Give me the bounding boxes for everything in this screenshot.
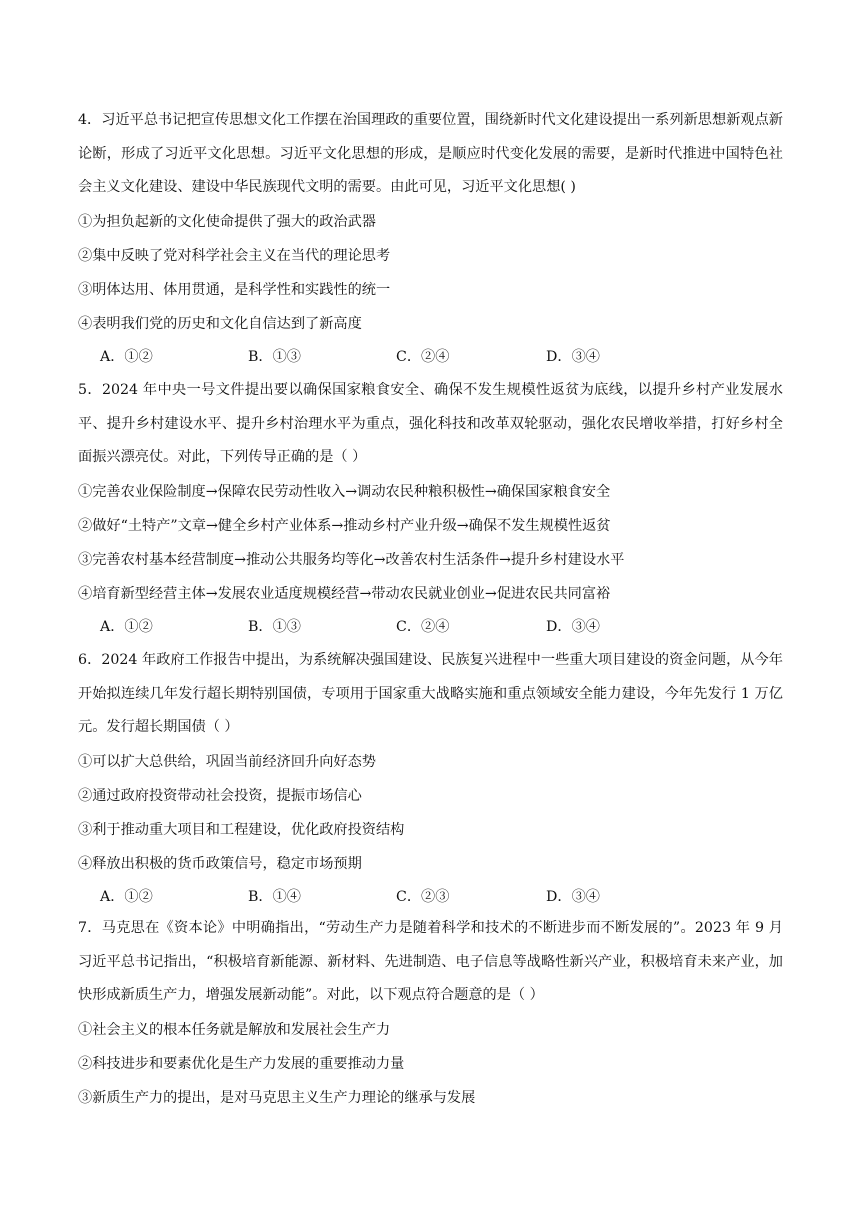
statement-option: ②科技进步和要素优化是生产力发展的重要推动力量	[78, 1055, 405, 1072]
choice-a[interactable]: A．①②	[100, 618, 153, 635]
statement-option: ①社会主义的根本任务就是解放和发展社会生产力	[78, 1021, 391, 1038]
choice-b[interactable]: B．①③	[248, 618, 301, 635]
answer-choices	[100, 881, 783, 914]
statement-option: ③明体达用、体用贯通，是科学性和实践性的统一	[78, 281, 391, 298]
question-stem: 4．习近平总书记把宣传思想文化工作摆在治国理政的重要位置，围绕新时代文化建设提出一系列新思想新观点新论断，形成了习近平文化思想。习近平文化思想的形成，是顺应时代变化发展的需要，是新时代推进中国特色社会主义文化建设、建设中华民族现代文明的需要。由此可见，习近平文化思想( )	[78, 112, 783, 195]
statement-option: ②通过政府投资带动社会投资，提振市场信心	[78, 787, 362, 804]
question-stem: 5．2024 年中央一号文件提出要以确保国家粮食安全、确保不发生规模性返贫为底线，以提升乡村产业发展水平、提升乡村建设水平、提升乡村治理水平为重点，强化科技和改革双轮驱动，强化农民增收举措，打好乡村全面振兴漂亮仗。对此，下列传导正确的是（ ）	[78, 382, 783, 465]
statement-option: ①完善农业保险制度→保障农民劳动性收入→调动农民种粮积极性→确保国家粮食安全	[78, 483, 611, 500]
statement-option: ③新质生产力的提出，是对马克思主义生产力理论的继承与发展	[78, 1089, 476, 1106]
answer-choices	[100, 341, 783, 374]
choice-a[interactable]: A．①②	[100, 348, 153, 365]
choice-d[interactable]: D．③④	[546, 618, 600, 635]
statement-option: ②集中反映了党对科学社会主义在当代的理论思考	[78, 247, 391, 264]
question-stem: 6．2024 年政府工作报告中提出，为系统解决强国建设、民族复兴进程中一些重大项目建设的资金问题，从今年开始拟连续几年发行超长期特别国债，专项用于国家重大战略实施和重点领域安全能力建设，今年先发行 1 万亿元。发行超长期国债（ ）	[78, 652, 783, 735]
statement-option: ②做好“土特产”文章→健全乡村产业体系→推动乡村产业升级→确保不发生规模性返贫	[78, 517, 611, 534]
question-6	[78, 644, 783, 914]
question-7	[78, 912, 783, 1115]
choice-c[interactable]: C．②③	[396, 888, 450, 905]
statement-option: ④释放出积极的货币政策信号，稳定市场预期	[78, 855, 362, 872]
answer-choices	[100, 611, 783, 644]
statement-option: ④培育新型经营主体→发展农业适度规模经营→带动农民就业创业→促进农民共同富裕	[78, 585, 611, 602]
choice-a[interactable]: A．①②	[100, 888, 153, 905]
statement-option: ③完善农村基本经营制度→推动公共服务均等化→改善农村生活条件→提升乡村建设水平	[78, 551, 625, 568]
statement-option: ①为担负起新的文化使命提供了强大的政治武器	[78, 213, 376, 230]
choice-d[interactable]: D．③④	[546, 348, 600, 365]
choice-b[interactable]: B．①③	[248, 348, 301, 365]
choice-c[interactable]: C．②④	[396, 618, 450, 635]
statement-option: ④表明我们党的历史和文化自信达到了新高度	[78, 315, 362, 332]
statement-option: ③利于推动重大项目和工程建设，优化政府投资结构	[78, 821, 405, 838]
question-stem: 7．马克思在《资本论》中明确指出，“劳动生产力是随着科学和技术的不断进步而不断发展的”。2023 年 9 月习近平总书记指出，“积极培育新能源、新材料、先进制造、电子信息等战略性新兴产业，积极培育未来产业，加快形成新质生产力，增强发展新动能”。对此，以下观点符合题意的是（ ）	[78, 920, 783, 1003]
choice-b[interactable]: B．①④	[248, 888, 301, 905]
statement-option: ①可以扩大总供给，巩固当前经济回升向好态势	[78, 753, 376, 770]
question-4	[78, 104, 783, 374]
question-5	[78, 374, 783, 644]
choice-c[interactable]: C．②④	[396, 348, 450, 365]
choice-d[interactable]: D．③④	[546, 888, 600, 905]
